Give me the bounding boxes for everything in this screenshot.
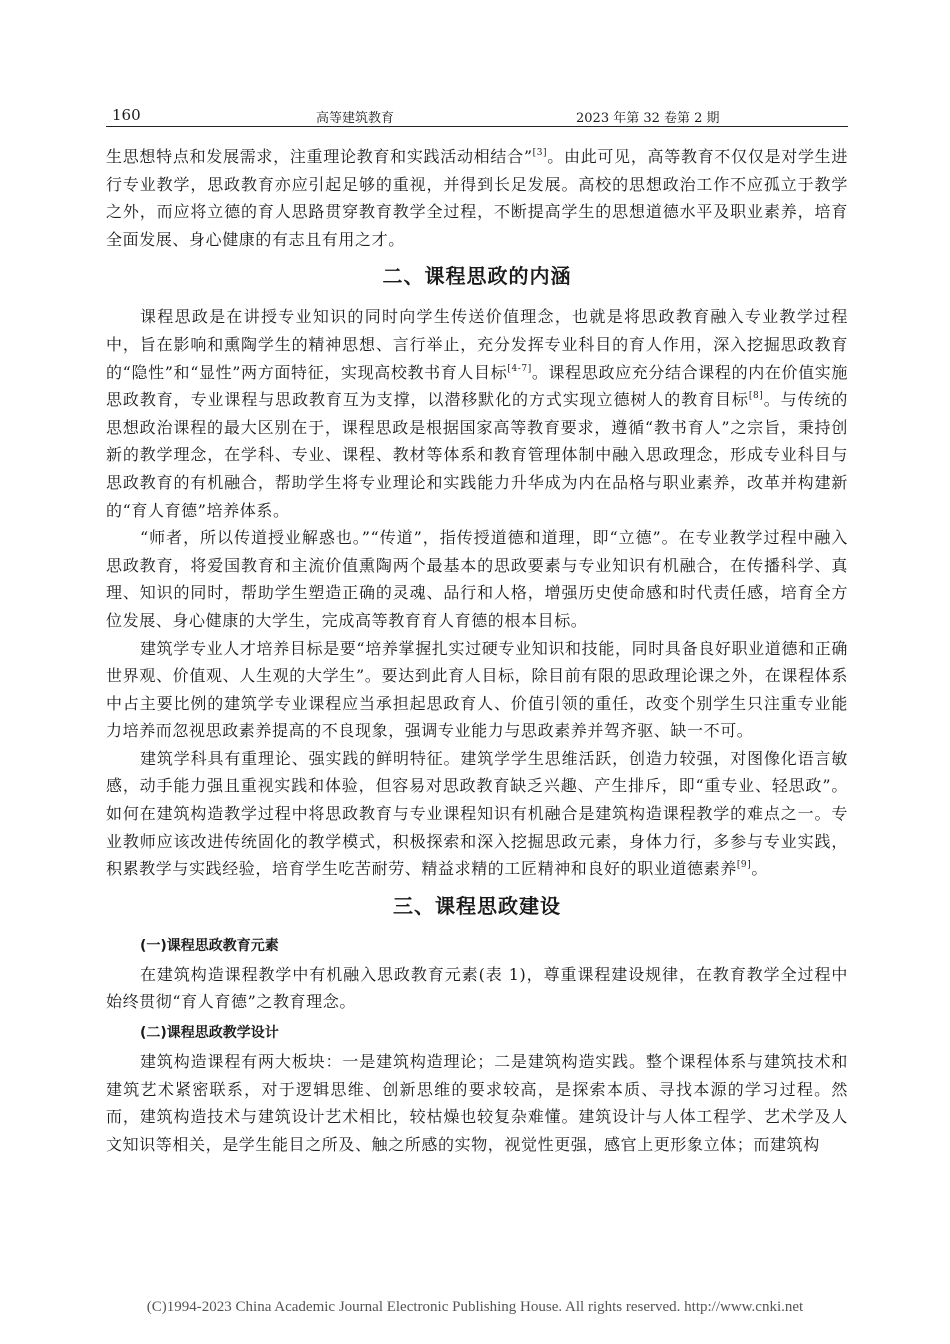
paragraph-continued: 生思想特点和发展需求，注重理论教育和实践活动相结合”[3]。由此可见，高等教育不仅仅是对学生进行专业教学，思政教育亦应引起足够的重视，并得到长足发展。高校的思想政治工作不应孤立于教学之外，而应将立德的育人思路贯穿教育教学全过程，不断提高学生的思想道德水平及职业素养，培育全面发展、身心健康的有志且有用之才。 xyxy=(106,147,848,249)
journal-name: 高等建筑教育 xyxy=(316,111,395,126)
paragraph: 课程思政是在讲授专业知识的同时向学生传送价值理念，也就是将思政教育融入专业教学过程中，旨在影响和熏陶学生的精神思想、言行举止，充分发挥专业科目的育人作用，深入挖掘思政教育的“隐性”和“显性”两方面特征，实现高校教书育人目标[4-7]。课程思政应充分结合课程的内在价值实施思政教育，专业课程与思政教育互为支撑，以潜移默化的方式实现立德树人的教育目标[8]。与传统的思想政治课程的最大区别在于，课程思政是根据国家高等教育要求，遵循“教书育人”之宗旨，秉持创新的教学理念，在学科、专业、课程、教材等体系和教育管理体制中融入思政理念，形成专业科目与思政教育的有机融合，帮助学生将专业理论和实践能力升华成为内在品格与职业素养，改革并构建新的“育人育德”培养体系。 xyxy=(106,307,848,520)
subsection-heading-1: (一)课程思政教育元素 xyxy=(140,937,279,954)
article-body xyxy=(106,143,848,1158)
section-heading-3: 三、课程思政建设 xyxy=(393,893,561,918)
paragraph: 建筑学专业人才培养目标是要“培养掌握扎实过硬专业知识和技能，同时具备良好职业道德和正确世界观、价值观、人生观的大学生”。要达到此育人目标，除目前有限的思政理论课之外，在课程体系中占主要比例的建筑学专业课程应当承担起思政育人、价值引领的重任，改变个别学生只注重专业能力培养而忽视思政素养提高的不良现象，强调专业能力与思政素养并驾齐驱、缺一不可。 xyxy=(106,638,848,741)
paragraph: 建筑构造课程有两大板块：一是建筑构造理论；二是建筑构造实践。整个课程体系与建筑技术和建筑艺术紧密联系，对于逻辑思维、创新思维的要求较高，是探索本质、寻找本源的学习过程。然而，建筑构造技术与建筑设计艺术相比，较枯燥也较复杂难懂。建筑设计与人体工程学、艺术学及人文知识等相关，是学生能目之所及、触之所感的实物，视觉性更强，感官上更形象立体；而建筑构 xyxy=(106,1052,848,1154)
citation: [3] xyxy=(532,148,548,158)
paragraph: 在建筑构造课程教学中有机融入思政教育元素(表 1)，尊重课程建设规律，在教育教学全过程中始终贯彻“育人育德”之教育理念。 xyxy=(106,964,848,1012)
citation: [4-7] xyxy=(507,363,532,374)
paragraph: “师者，所以传道授业解惑也。”“传道”，指传授道德和道理，即“立德”。在专业教学过程中融入思政教育，将爱国教育和主流价值熏陶两个最基本的思政要素与专业知识有机融合，在传播科学、真理、知识的同时，帮助学生塑造正确的灵魂、品行和人格，增强历史使命感和时代责任感，培育全方位发展、身心健康的大学生，完成高等教育育人育德的根本目标。 xyxy=(106,528,848,630)
citation: [8] xyxy=(748,391,764,402)
issue-info: 2023 年第 32 卷第 2 期 xyxy=(576,111,720,126)
running-header xyxy=(106,104,848,127)
copyright-footer: (C)1994-2023 China Academic Journal Electronic Publishing House. All rights reserved. http://www.cnki.net xyxy=(146,1299,804,1315)
section-heading-2: 二、课程思政的内涵 xyxy=(382,264,572,289)
subsection-heading-2: (二)课程思政教学设计 xyxy=(140,1025,279,1042)
page-number: 160 xyxy=(112,106,141,124)
citation: [9] xyxy=(736,860,752,871)
paragraph: 建筑学科具有重理论、强实践的鲜明特征。建筑学学生思维活跃，创造力较强，对图像化语言敏感，动手能力强且重视实践和体验，但容易对思政教育缺乏兴趣、产生排斥，即“重专业、轻思政”。如何在建筑构造教学过程中将思政教育与专业课程知识有机融合是建筑构造课程教学的难点之一。专业教师应该改进传统固化的教学模式，积极探索和深入挖掘思政元素，身体力行，多参与专业实践，积累教学与实践经验，培育学生吃苦耐劳、精益求精的工匠精神和良好的职业道德素养[9]。 xyxy=(106,748,848,879)
